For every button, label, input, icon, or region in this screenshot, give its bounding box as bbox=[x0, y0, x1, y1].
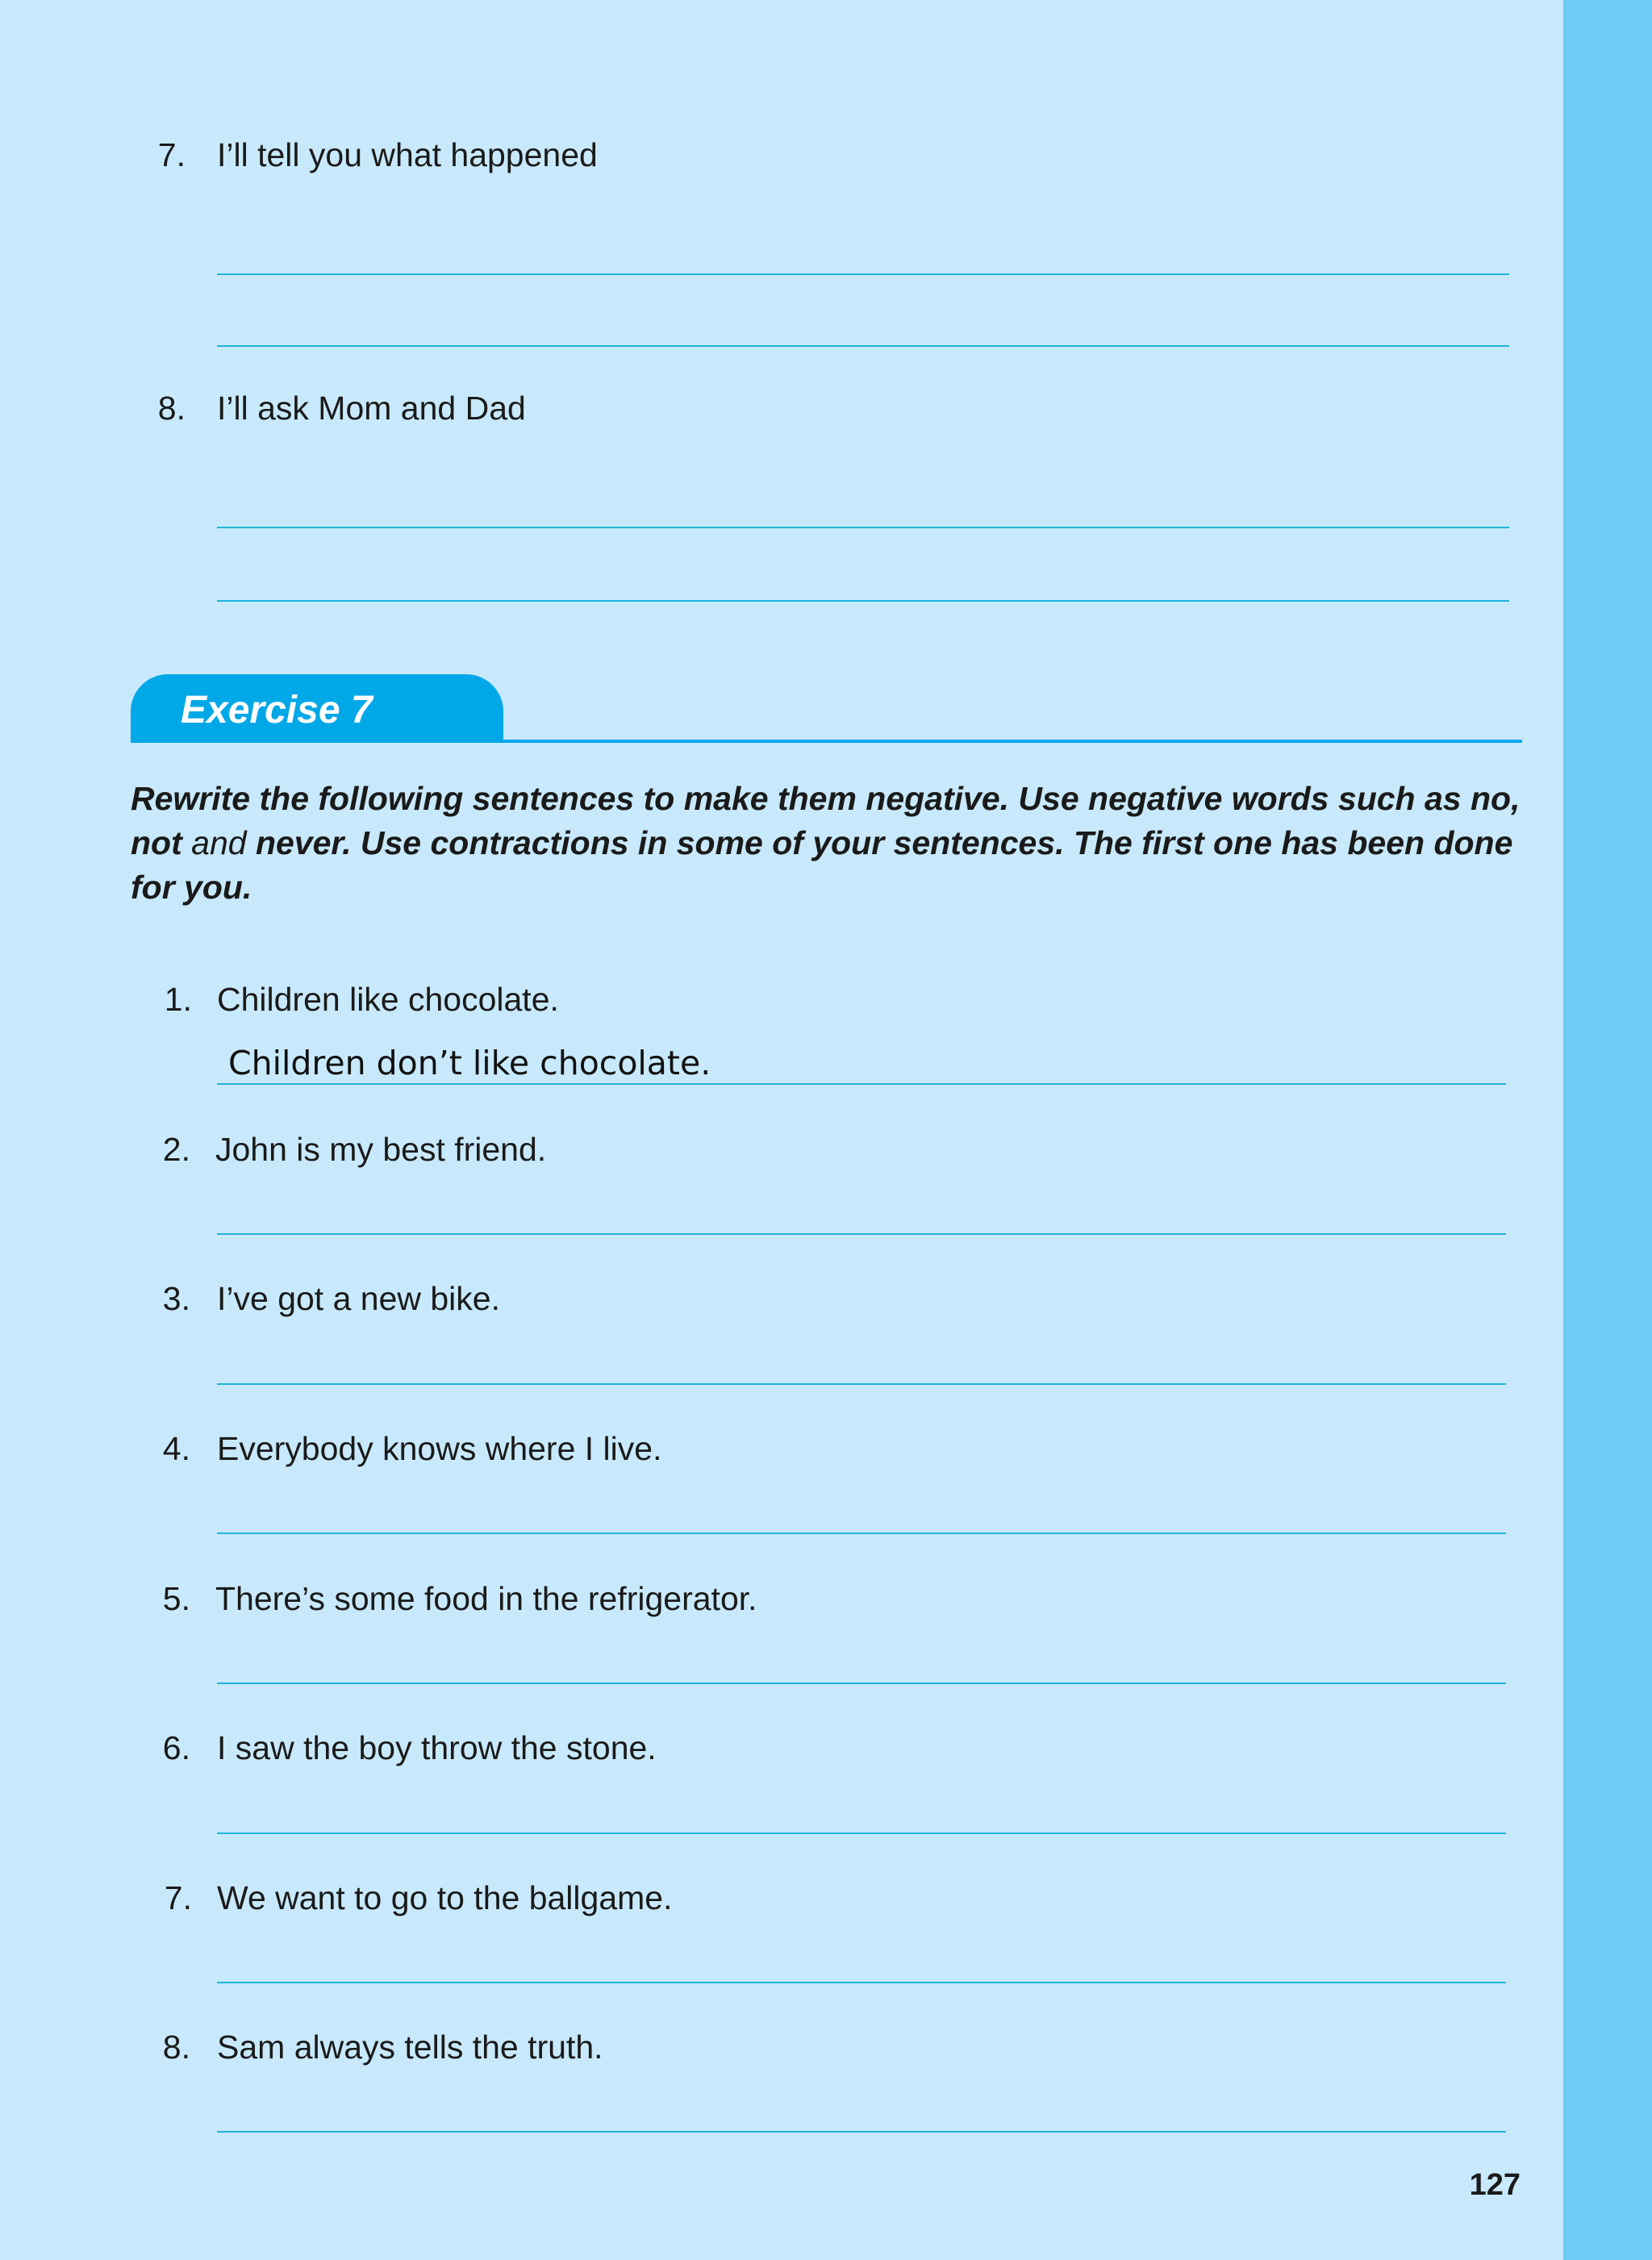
answer-line[interactable] bbox=[217, 600, 1509, 602]
top-item-7-number: 7. bbox=[157, 136, 186, 173]
answer-line[interactable] bbox=[217, 1833, 1506, 1834]
page-number: 127 bbox=[1469, 2168, 1521, 2202]
exercise-item-6-text: I saw the boy throw the stone. bbox=[217, 1729, 657, 1766]
exercise-item-1-answer: Children don’t like chocolate. bbox=[228, 1044, 711, 1082]
exercise-item-7-text: We want to go to the ballgame. bbox=[217, 1879, 673, 1916]
exercise-instructions bbox=[131, 777, 1526, 910]
answer-line[interactable] bbox=[217, 1532, 1506, 1534]
exercise-item-4-number: 4. bbox=[162, 1430, 190, 1467]
answer-line[interactable] bbox=[217, 1083, 1506, 1085]
answer-line[interactable] bbox=[217, 1682, 1506, 1684]
answer-line[interactable] bbox=[217, 1233, 1506, 1235]
exercise-item-7-number: 7. bbox=[164, 1879, 192, 1916]
exercise-item-1-number: 1. bbox=[164, 981, 192, 1018]
instructions-text-3: . Use contractions in some of your sentences. The first one has been done for you. bbox=[131, 824, 1513, 906]
answer-line[interactable] bbox=[217, 273, 1509, 275]
top-item-8-text: I’ll ask Mom and Dad bbox=[217, 390, 526, 427]
exercise-item-3-number: 3. bbox=[162, 1280, 190, 1317]
exercise-item-2-number: 2. bbox=[162, 1131, 190, 1168]
answer-line[interactable] bbox=[217, 2131, 1506, 2133]
answer-line[interactable] bbox=[217, 527, 1509, 528]
answer-line[interactable] bbox=[217, 1982, 1506, 1983]
top-item-7-text: I’ll tell you what happened bbox=[217, 136, 598, 173]
exercise-item-8-number: 8. bbox=[162, 2029, 190, 2066]
exercise-title: Exercise 7 bbox=[181, 689, 373, 732]
instructions-text-1: Rewrite the following sentences to make them negative. Use negative words such as bbox=[131, 780, 1462, 817]
exercise-item-8-text: Sam always tells the truth. bbox=[217, 2029, 603, 2066]
exercise-header-rule bbox=[131, 740, 1522, 743]
exercise-item-5-number: 5. bbox=[162, 1580, 190, 1617]
exercise-item-6-number: 6. bbox=[162, 1729, 190, 1766]
exercise-item-2-text: John is my best friend. bbox=[215, 1131, 547, 1168]
instructions-text-2: and bbox=[181, 824, 256, 861]
exercise-item-4-text: Everybody knows where I live. bbox=[217, 1430, 662, 1467]
instructions-bold-1: no, not bbox=[131, 780, 1521, 861]
page-side-strip bbox=[1563, 0, 1652, 2260]
exercise-item-5-text: There’s some food in the refrigerator. bbox=[215, 1580, 757, 1617]
exercise-item-1-text: Children like chocolate. bbox=[217, 981, 559, 1018]
top-item-8-number: 8. bbox=[157, 390, 186, 427]
exercise-item-3-text: I’ve got a new bike. bbox=[217, 1280, 500, 1317]
instructions-bold-2: never bbox=[255, 824, 343, 861]
answer-line[interactable] bbox=[217, 1383, 1506, 1385]
answer-line[interactable] bbox=[217, 345, 1509, 347]
